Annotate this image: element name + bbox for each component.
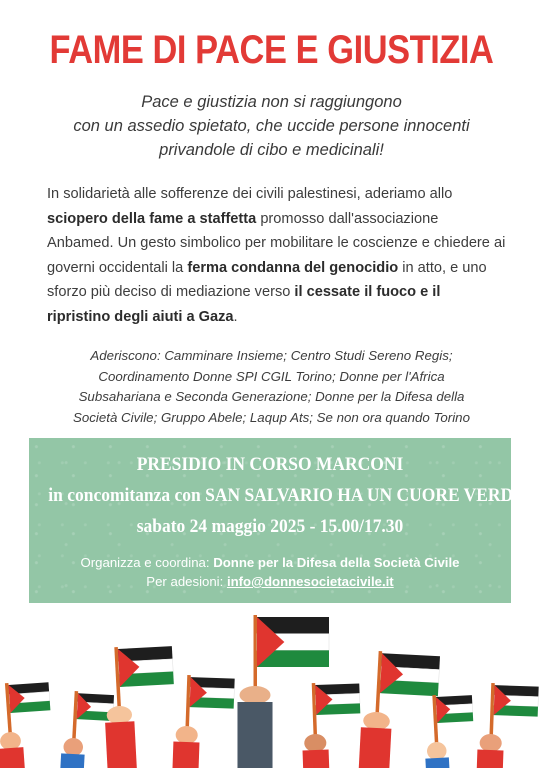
sleeve <box>171 742 200 768</box>
organizer-line <box>29 555 511 570</box>
flag-1 <box>0 680 58 768</box>
poster-title: FAME DI PACE E GIUSTIZIA <box>49 28 494 72</box>
sleeve <box>57 753 85 768</box>
event-location: PRESIDIO IN CORSO MARCONI <box>136 454 404 475</box>
adherents-list <box>40 346 503 428</box>
body-paragraph <box>47 182 507 330</box>
event-box <box>29 438 525 603</box>
email-link[interactable]: info@donnesocietacivile.it <box>226 574 394 589</box>
body-text-4: . <box>233 308 238 325</box>
adherents-line: Coordinamento Donne SPI CGIL Torino; Donne per l'Africa <box>98 368 445 384</box>
event-concurrent: in concomitanza con SAN SALVARIO HA UN CUORE VERDE <box>48 485 525 506</box>
organizer-label: Organizza e coordina: <box>80 555 214 570</box>
flag-4 <box>171 675 235 768</box>
fist <box>304 734 327 753</box>
fist <box>479 734 502 753</box>
organizer-name: Donne per la Difesa della Società Civile <box>213 555 460 570</box>
sleeve <box>475 750 504 768</box>
body-text-1: In solidarietà alle sofferenze dei civili palestinesi, aderiamo allo <box>47 186 453 202</box>
sleeve <box>237 702 272 768</box>
body-bold-2: ferma condanna del genocidio <box>187 259 399 276</box>
adhesion-line <box>29 574 511 589</box>
adherents-line: Aderiscono: Camminare Insieme; Centro Studi Sereno Regis; <box>90 348 453 363</box>
sleeve <box>0 747 29 768</box>
fist <box>175 726 198 745</box>
body-text-2: promosso dall'associazione Anbamed. Un gesto simbolico per mobilitare le coscienze e chiedere ai governi occidentali la <box>47 210 506 276</box>
raised-flags-graphic <box>0 615 539 768</box>
fist <box>239 686 270 704</box>
body-bold-3: il cessate il fuoco e il ripristino degli aiuti a Gaza <box>47 284 441 325</box>
sleeve <box>357 727 392 768</box>
body-text-3: in atto, e uno sforzo più deciso di mediazione verso <box>47 259 487 301</box>
event-datetime: sabato 24 maggio 2025 - 15.00/17.30 <box>136 516 404 537</box>
subtitle-line: con un assedio spietato, che uccide persone innocenti <box>73 117 470 135</box>
flag-9 <box>475 683 539 768</box>
flags-illustration <box>0 605 543 768</box>
adherents-line: Società Civile; Gruppo Abele; Laqup Ats; Se non ora quando Torino <box>73 409 470 425</box>
flag-8 <box>422 693 479 768</box>
subtitle-line: privandole di cibo e medicinali! <box>159 141 384 159</box>
subtitle <box>40 90 503 162</box>
body-bold-1: sciopero della fame a staffetta <box>47 210 257 227</box>
sleeve <box>303 750 332 768</box>
flag-6 <box>300 681 364 768</box>
subtitle-line: Pace e giustizia non si raggiungono <box>141 93 402 111</box>
adherents-line: Subsahariana e Seconda Generazione; Donne per la Difesa della <box>78 389 465 404</box>
adhesion-label: Per adesioni: <box>146 574 227 589</box>
sleeve <box>105 721 138 768</box>
sleeve <box>425 757 453 768</box>
